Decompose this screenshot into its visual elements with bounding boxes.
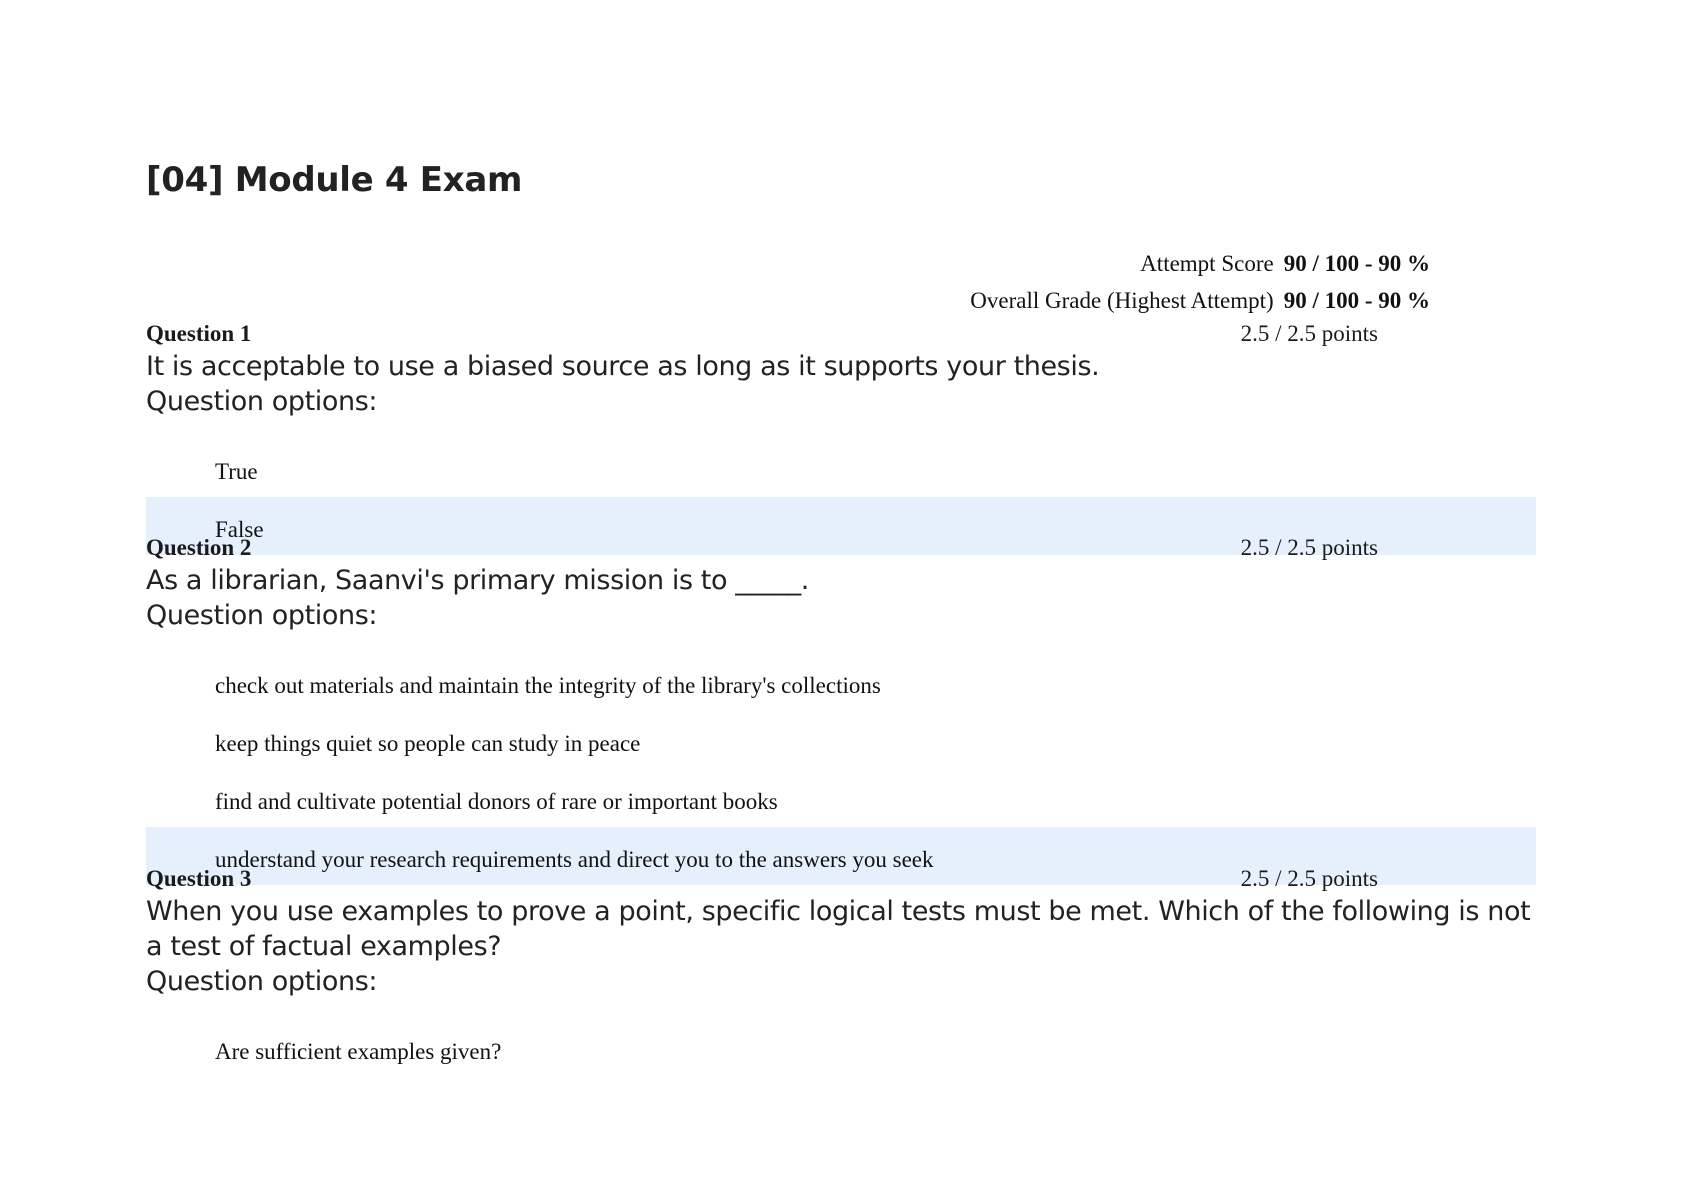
page-title: [04] Module 4 Exam xyxy=(146,160,523,200)
question-number: Question 3 xyxy=(146,866,252,891)
question-options-label: Question options: xyxy=(146,386,378,417)
option-item[interactable] xyxy=(146,1019,1536,1077)
option-label: True xyxy=(215,459,258,484)
option-label: understand your research requirements and direct you to the answers you seek xyxy=(215,847,934,872)
overall-grade-label: Overall Grade (Highest Attempt) xyxy=(970,288,1274,313)
attempt-score-value: 90 / 100 - 90 % xyxy=(1283,251,1430,276)
question-text: As a librarian, Saanvi's primary mission is to _____. xyxy=(146,565,809,596)
question-points: 2.5 / 2.5 points xyxy=(1240,866,1378,891)
option-label: find and cultivate potential donors of rare or important books xyxy=(215,789,778,814)
option-label: False xyxy=(215,517,264,542)
question-points: 2.5 / 2.5 points xyxy=(1240,321,1378,346)
option-item[interactable] xyxy=(146,769,1536,827)
question-2 xyxy=(146,535,1536,885)
question-number: Question 1 xyxy=(146,321,252,346)
question-text: It is acceptable to use a biased source as long as it supports your thesis. xyxy=(146,351,1100,382)
question-options-label: Question options: xyxy=(146,966,378,997)
attempt-score-label: Attempt Score xyxy=(1140,251,1274,276)
overall-grade-value: 90 / 100 - 90 % xyxy=(1283,288,1430,313)
option-item[interactable] xyxy=(146,439,1536,497)
options-list xyxy=(146,653,1536,885)
option-item[interactable] xyxy=(146,711,1536,769)
question-number: Question 2 xyxy=(146,535,252,560)
option-item[interactable] xyxy=(146,653,1536,711)
question-options-label: Question options: xyxy=(146,600,378,631)
attempt-score xyxy=(1140,251,1430,277)
option-label: check out materials and maintain the integrity of the library's collections xyxy=(215,673,881,698)
question-text: When you use examples to prove a point, specific logical tests must be met. Which of the following is not a test of factual examples? xyxy=(146,896,1531,962)
overall-grade xyxy=(970,288,1430,314)
options-list xyxy=(146,1019,1536,1077)
option-label: keep things quiet so people can study in peace xyxy=(215,731,641,756)
question-1 xyxy=(146,321,1536,555)
question-3 xyxy=(146,866,1536,1077)
question-points: 2.5 / 2.5 points xyxy=(1240,535,1378,560)
option-label: Are sufficient examples given? xyxy=(215,1039,502,1064)
